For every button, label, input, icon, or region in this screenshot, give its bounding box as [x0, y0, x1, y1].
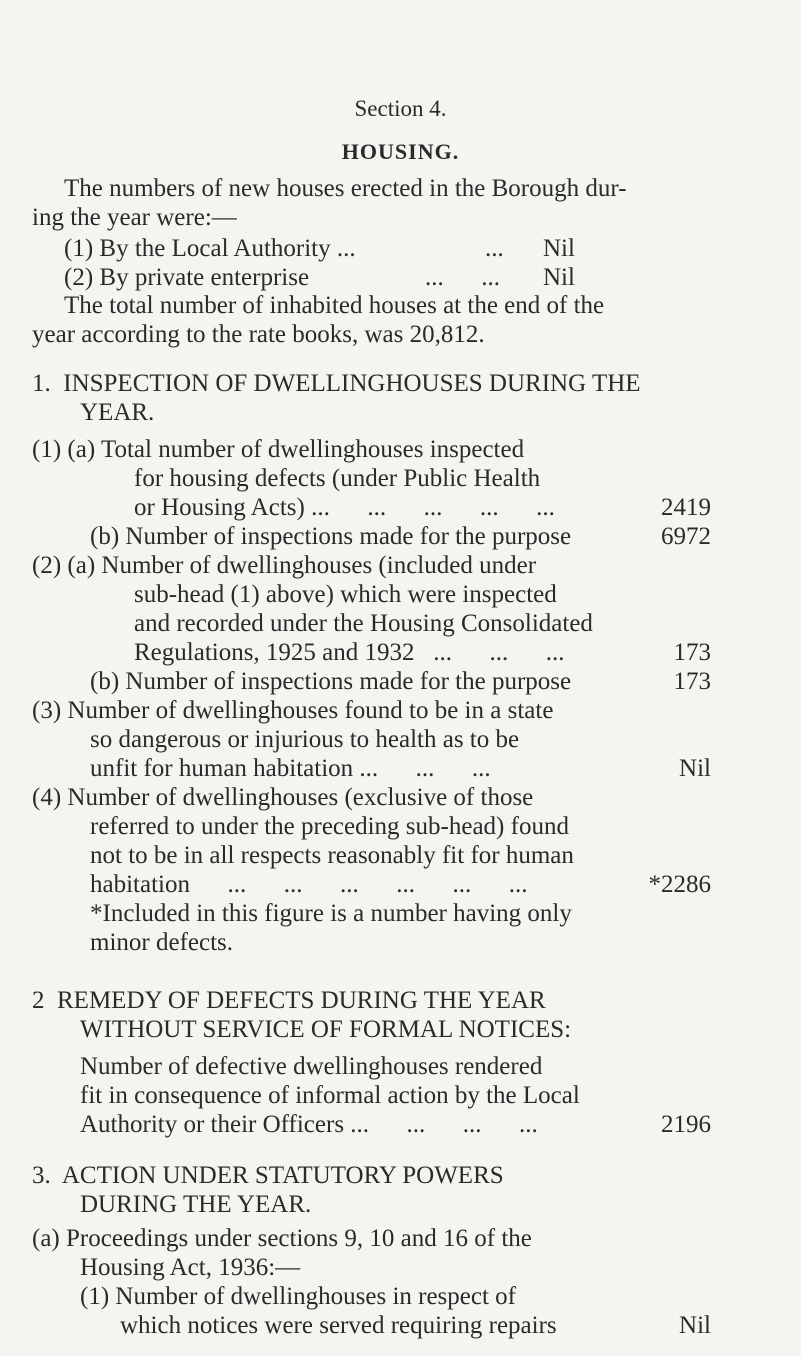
item-1b-text: (b) Number of inspections made for the purpose: [90, 523, 572, 550]
item-2a-text: sub-head (1) above) which were inspected: [134, 581, 557, 608]
section-2-text: Authority or their Officers ... ... ... ...: [80, 1111, 538, 1138]
section-3a-item-1-text: (1) Number of dwellinghouses in respect of: [80, 1283, 516, 1310]
section-3-title: 3. ACTION UNDER STATUTORY POWERS: [32, 1162, 504, 1189]
section-2-title: WITHOUT SERVICE OF FORMAL NOTICES:: [80, 1016, 572, 1043]
section-1-title: 1. INSPECTION OF DWELLINGHOUSES DURING THE: [32, 370, 641, 397]
item-1a-text: for housing defects (under Public Health: [134, 465, 541, 492]
item-3-text: (3) Number of dwellinghouses found to be in a state: [32, 697, 554, 724]
intro-line: ing the year were:—: [32, 204, 237, 231]
item-4-text: (4) Number of dwellinghouses (exclusive of those: [32, 784, 534, 811]
intro-value-local-authority: Nil: [543, 235, 575, 262]
leader-dots: ... ...: [425, 264, 500, 291]
leader-dots: ...: [485, 235, 504, 262]
section-2-value: 2196: [661, 1111, 711, 1138]
section-2-title: 2 REMEDY OF DEFECTS DURING THE YEAR: [32, 987, 546, 1014]
intro-item-private: (2) By private enterprise: [64, 264, 310, 291]
item-2a-text: (2) (a) Number of dwellinghouses (included under: [32, 552, 537, 579]
section-3a-item-1-value: Nil: [679, 1312, 711, 1339]
section-3a-text: Housing Act, 1936:—: [80, 1254, 301, 1281]
section-2-text: fit in consequence of informal action by the Local: [80, 1082, 580, 1109]
item-1a-value: 2419: [661, 494, 711, 521]
item-1a-text: (1) (a) Total number of dwellinghouses inspected: [32, 436, 525, 463]
section-label: Section 4.: [354, 96, 447, 121]
item-2a-value: 173: [673, 639, 711, 666]
item-3-text: so dangerous or injurious to health as to be: [90, 726, 520, 753]
item-2b-text: (b) Number of inspections made for the purpose: [90, 668, 572, 695]
intro-item-local-authority: (1) By the Local Authority ...: [64, 235, 356, 262]
item-4-text: not to be in all respects reasonably fit for human: [90, 842, 574, 869]
intro-total-line: The total number of inhabited houses at the end of the: [64, 292, 605, 319]
footnote: *Included in this figure is a number having only: [90, 900, 572, 927]
footnote: minor defects.: [90, 929, 234, 956]
item-1a-text: or Housing Acts) ... ... ... ... ...: [134, 494, 555, 521]
section-3a-text: (a) Proceedings under sections 9, 10 and 16 of the: [32, 1225, 532, 1252]
item-3-value: Nil: [679, 755, 711, 782]
item-4-value: *2286: [648, 871, 711, 898]
item-2b-value: 173: [673, 668, 711, 695]
intro-value-private: Nil: [543, 264, 575, 291]
item-2a-text: Regulations, 1925 and 1932 ... ... ...: [134, 639, 565, 666]
item-3-text: unfit for human habitation ... ... ...: [90, 755, 491, 782]
item-2a-text: and recorded under the Housing Consolidated: [134, 610, 593, 637]
item-4-text: habitation ... ... ... ... ... ...: [90, 871, 528, 898]
section-1-title: YEAR.: [80, 399, 155, 426]
section-3a-item-1-text: which notices were served requiring repairs: [120, 1312, 557, 1339]
intro-total-line: year according to the rate books, was 20,812.: [32, 321, 485, 348]
intro-line: The numbers of new houses erected in the Borough dur-: [64, 175, 627, 202]
item-4-text: referred to under the preceding sub-head) found: [90, 813, 569, 840]
item-1b-value: 6972: [661, 523, 711, 550]
section-3-title: DURING THE YEAR.: [80, 1191, 312, 1218]
section-2-text: Number of defective dwellinghouses rendered: [80, 1053, 543, 1080]
page-title: HOUSING.: [341, 139, 460, 164]
